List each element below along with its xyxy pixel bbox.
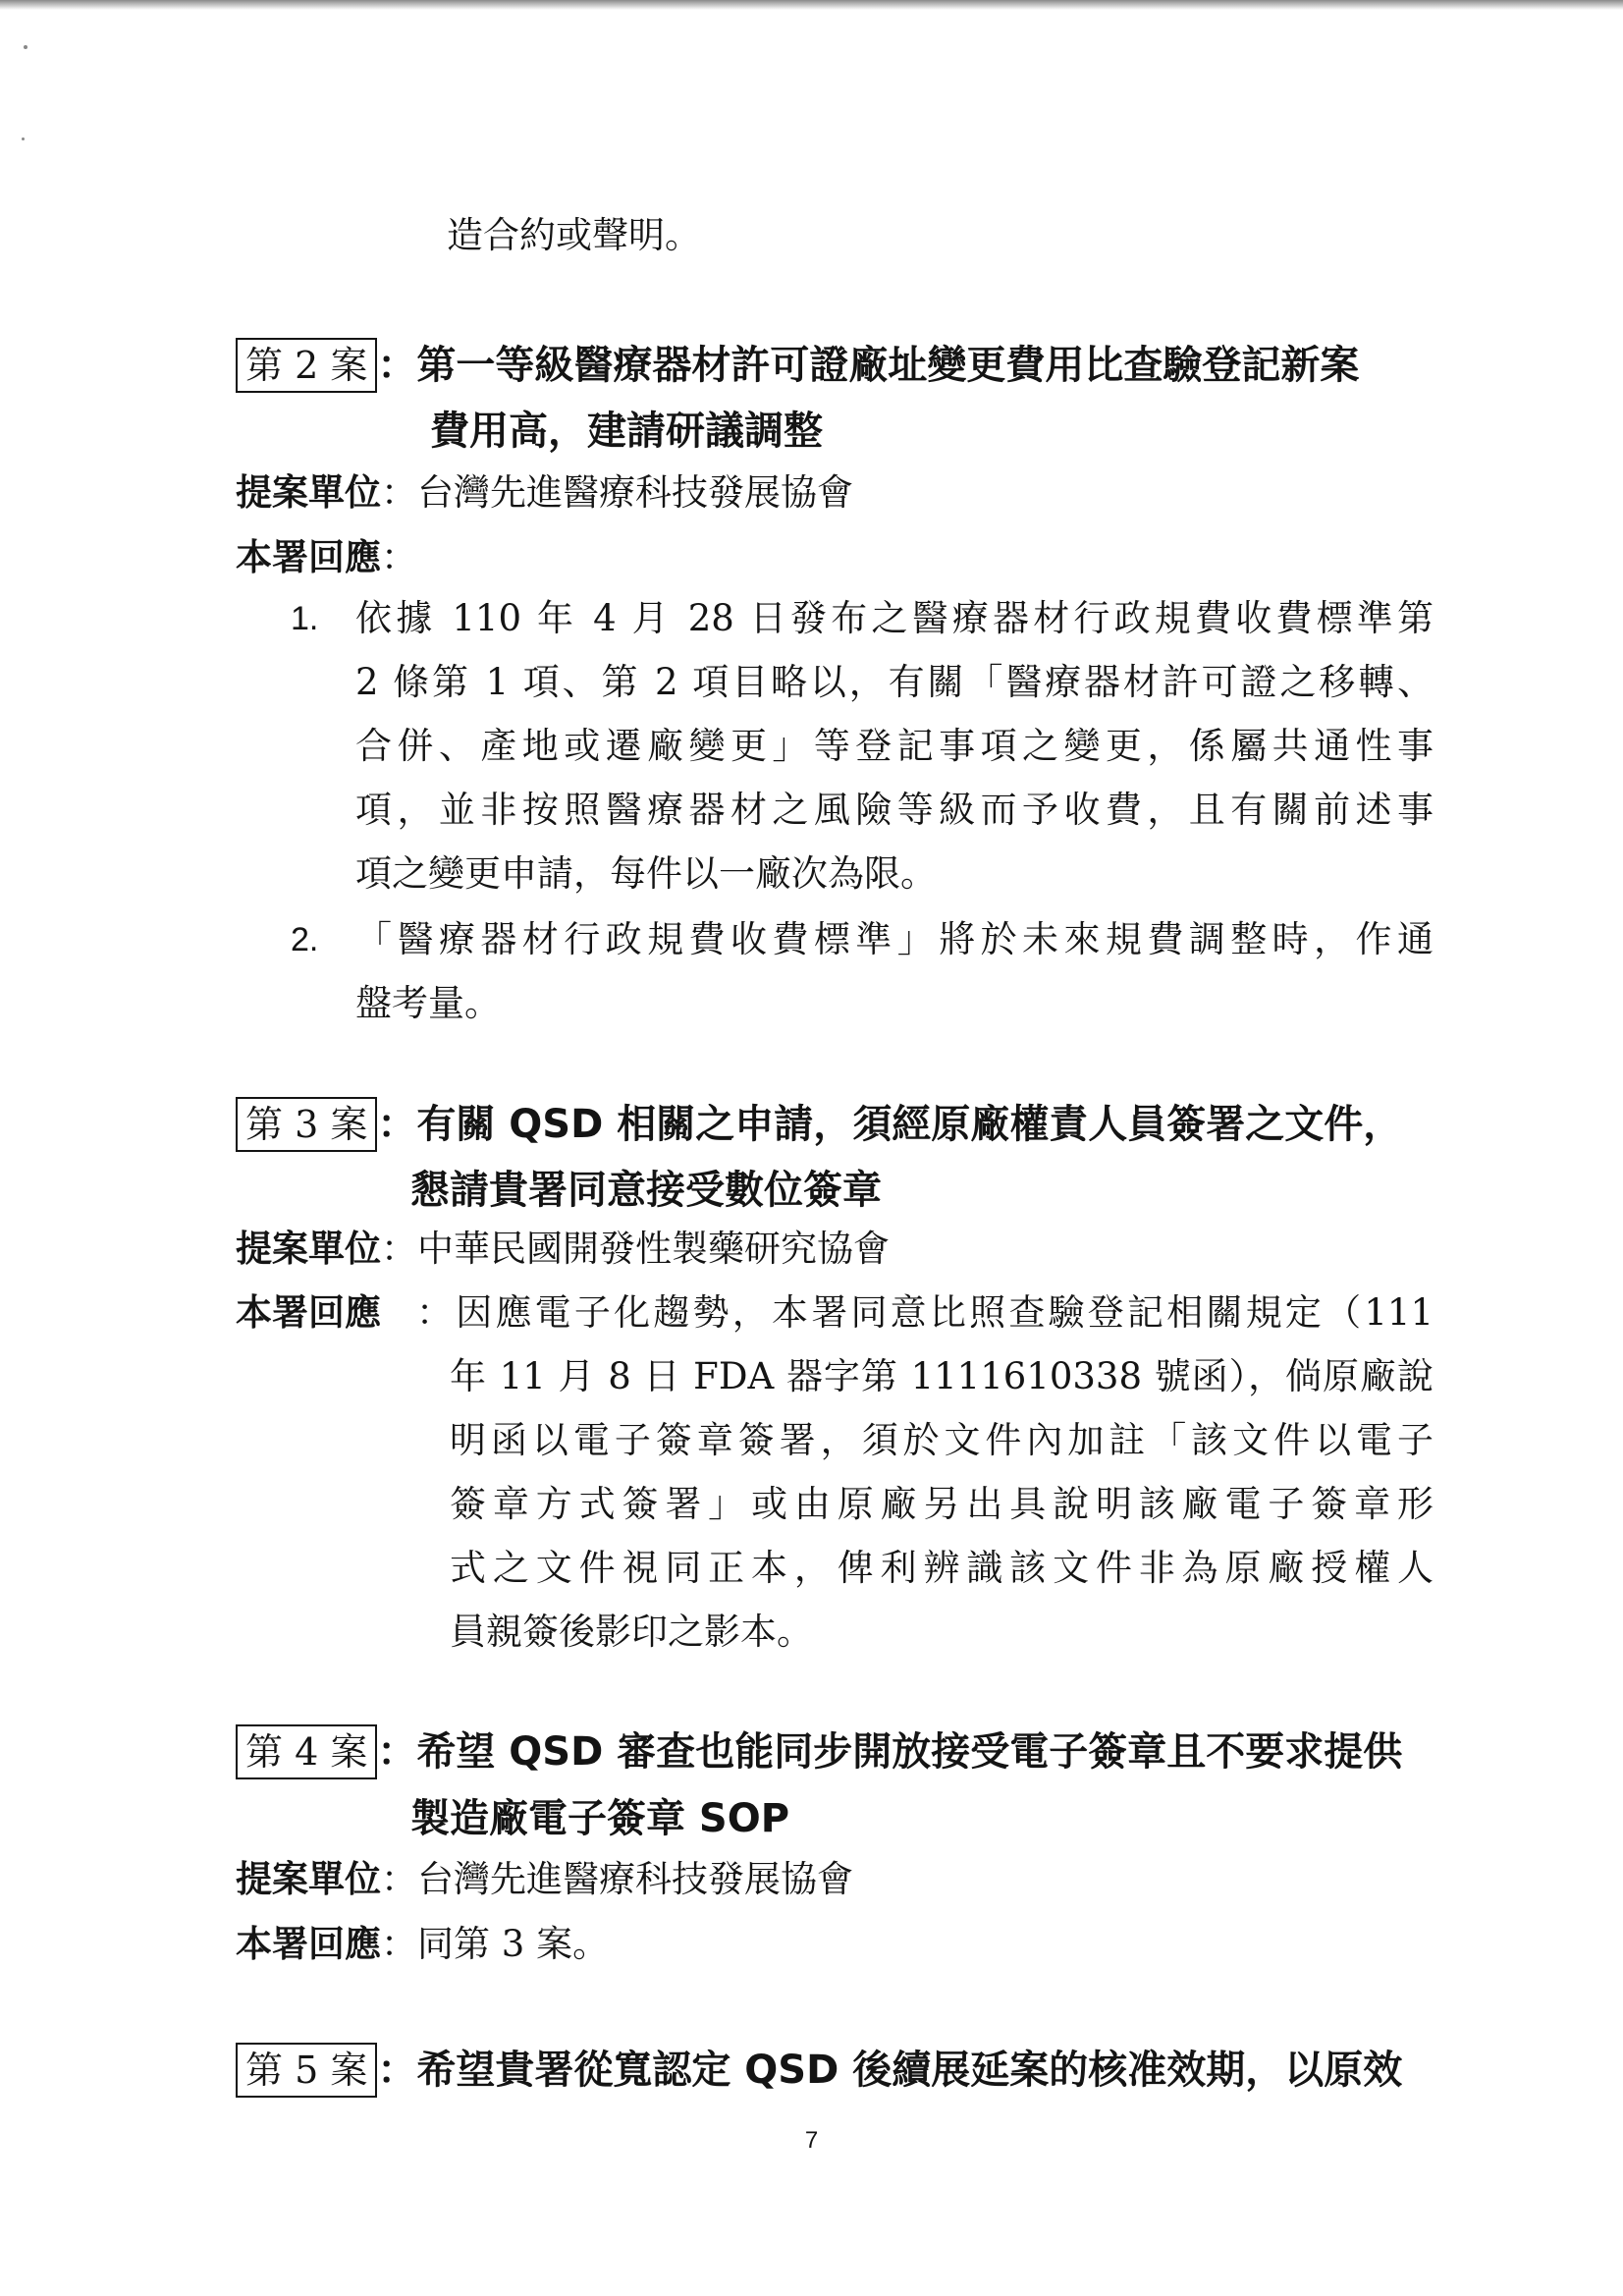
case4-response bbox=[236, 1913, 609, 1976]
case2-label: 第 2 案 bbox=[236, 338, 377, 393]
case3-response-line: 式之文件視同正本，俾利辨識該文件非為原廠授權人 bbox=[450, 1547, 1434, 1589]
case4-title-line1: 希望 QSD 審查也能同步開放接受電子簽章且不要求提供 bbox=[416, 1729, 1403, 1775]
case3-proposer bbox=[236, 1218, 890, 1281]
case2-item2-number: 2. bbox=[291, 921, 319, 958]
case2-proposer bbox=[236, 462, 853, 524]
case2-item1-line: 2 條第 1 項、第 2 項目略以，有關「醫療器材許可證之移轉、 bbox=[355, 661, 1434, 703]
proposer-label: 提案單位 bbox=[236, 1228, 381, 1270]
case3-response-line: 員親簽後影印之影本。 bbox=[450, 1611, 813, 1653]
case4-colon: ： bbox=[377, 1729, 417, 1775]
case2-item2-line: 「醫療器材行政規費收費標準」將於未來規費調整時，作通 bbox=[355, 918, 1434, 960]
response-colon: ： bbox=[381, 536, 417, 578]
case3-title-line1: 有關 QSD 相關之申請，須經原廠權責人員簽署之文件， bbox=[416, 1102, 1403, 1147]
response-label: 本署回應 bbox=[236, 1923, 381, 1965]
case5-colon: ： bbox=[377, 2048, 417, 2093]
case2-title-line1: 第一等級醫療器材許可證廠址變更費用比查驗登記新案 bbox=[416, 343, 1360, 388]
case2-heading bbox=[236, 334, 1359, 397]
case5-heading bbox=[236, 2039, 1402, 2102]
case4-label: 第 4 案 bbox=[236, 1724, 377, 1779]
response-label: 本署回應 bbox=[236, 536, 381, 578]
proposer-value: ：中華民國開發性製藥研究協會 bbox=[381, 1228, 890, 1270]
response-value: ：同第 3 案。 bbox=[381, 1923, 610, 1965]
case2-item1-line: 合併、產地或遷廠變更」等登記事項之變更，係屬共通性事 bbox=[355, 725, 1434, 767]
proposer-value: ：台灣先進醫療科技發展協會 bbox=[381, 1858, 853, 1900]
case2-response bbox=[236, 526, 417, 589]
case3-response-line: 簽章方式簽署」或由原廠另出具說明該廠電子簽章形 bbox=[450, 1483, 1434, 1525]
case3-colon: ： bbox=[377, 1102, 417, 1147]
scan-speck bbox=[22, 137, 25, 140]
intro-line: 造合約或聲明。 bbox=[447, 214, 701, 256]
response-label: 本署回應 bbox=[236, 1291, 381, 1334]
case4-proposer bbox=[236, 1848, 853, 1911]
case2-item1-number: 1. bbox=[291, 600, 319, 637]
scan-speck bbox=[24, 45, 27, 49]
case3-title-line2: 懇請貴署同意接受數位簽章 bbox=[410, 1168, 882, 1213]
proposer-label: 提案單位 bbox=[236, 471, 381, 514]
case2-title-line2: 費用高，建請研議調整 bbox=[430, 409, 823, 454]
case3-heading bbox=[236, 1093, 1402, 1156]
case2-item1-line: 依據 110 年 4 月 28 日發布之醫療器材行政規費收費標準第 bbox=[355, 597, 1434, 639]
case4-heading bbox=[236, 1721, 1402, 1783]
case3-response-line: ：因應電子化趨勢，本署同意比照查驗登記相關規定（111 bbox=[416, 1291, 1434, 1334]
page-number: 7 bbox=[804, 2127, 819, 2154]
case2-item2-line: 盤考量。 bbox=[355, 982, 501, 1024]
case3-response-line: 年 11 月 8 日 FDA 器字第 1111610338 號函），倘原廠說 bbox=[450, 1355, 1434, 1397]
case2-item1-line: 項之變更申請，每件以一廠次為限。 bbox=[355, 852, 937, 895]
case4-title-line2: 製造廠電子簽章 SOP bbox=[410, 1796, 790, 1841]
case5-title-line1: 希望貴署從寬認定 QSD 後續展延案的核准效期，以原效 bbox=[416, 2048, 1403, 2093]
case3-response-label bbox=[236, 1282, 381, 1344]
case3-label: 第 3 案 bbox=[236, 1097, 377, 1152]
scan-edge bbox=[0, 0, 1623, 10]
case3-response-line: 明函以電子簽章簽署，須於文件內加註「該文件以電子 bbox=[450, 1419, 1434, 1461]
proposer-value: ：台灣先進醫療科技發展協會 bbox=[381, 471, 853, 514]
case5-label: 第 5 案 bbox=[236, 2043, 377, 2098]
proposer-label: 提案單位 bbox=[236, 1858, 381, 1900]
case2-item1-line: 項，並非按照醫療器材之風險等級而予收費，且有關前述事 bbox=[355, 789, 1434, 831]
case2-colon: ： bbox=[377, 343, 417, 388]
